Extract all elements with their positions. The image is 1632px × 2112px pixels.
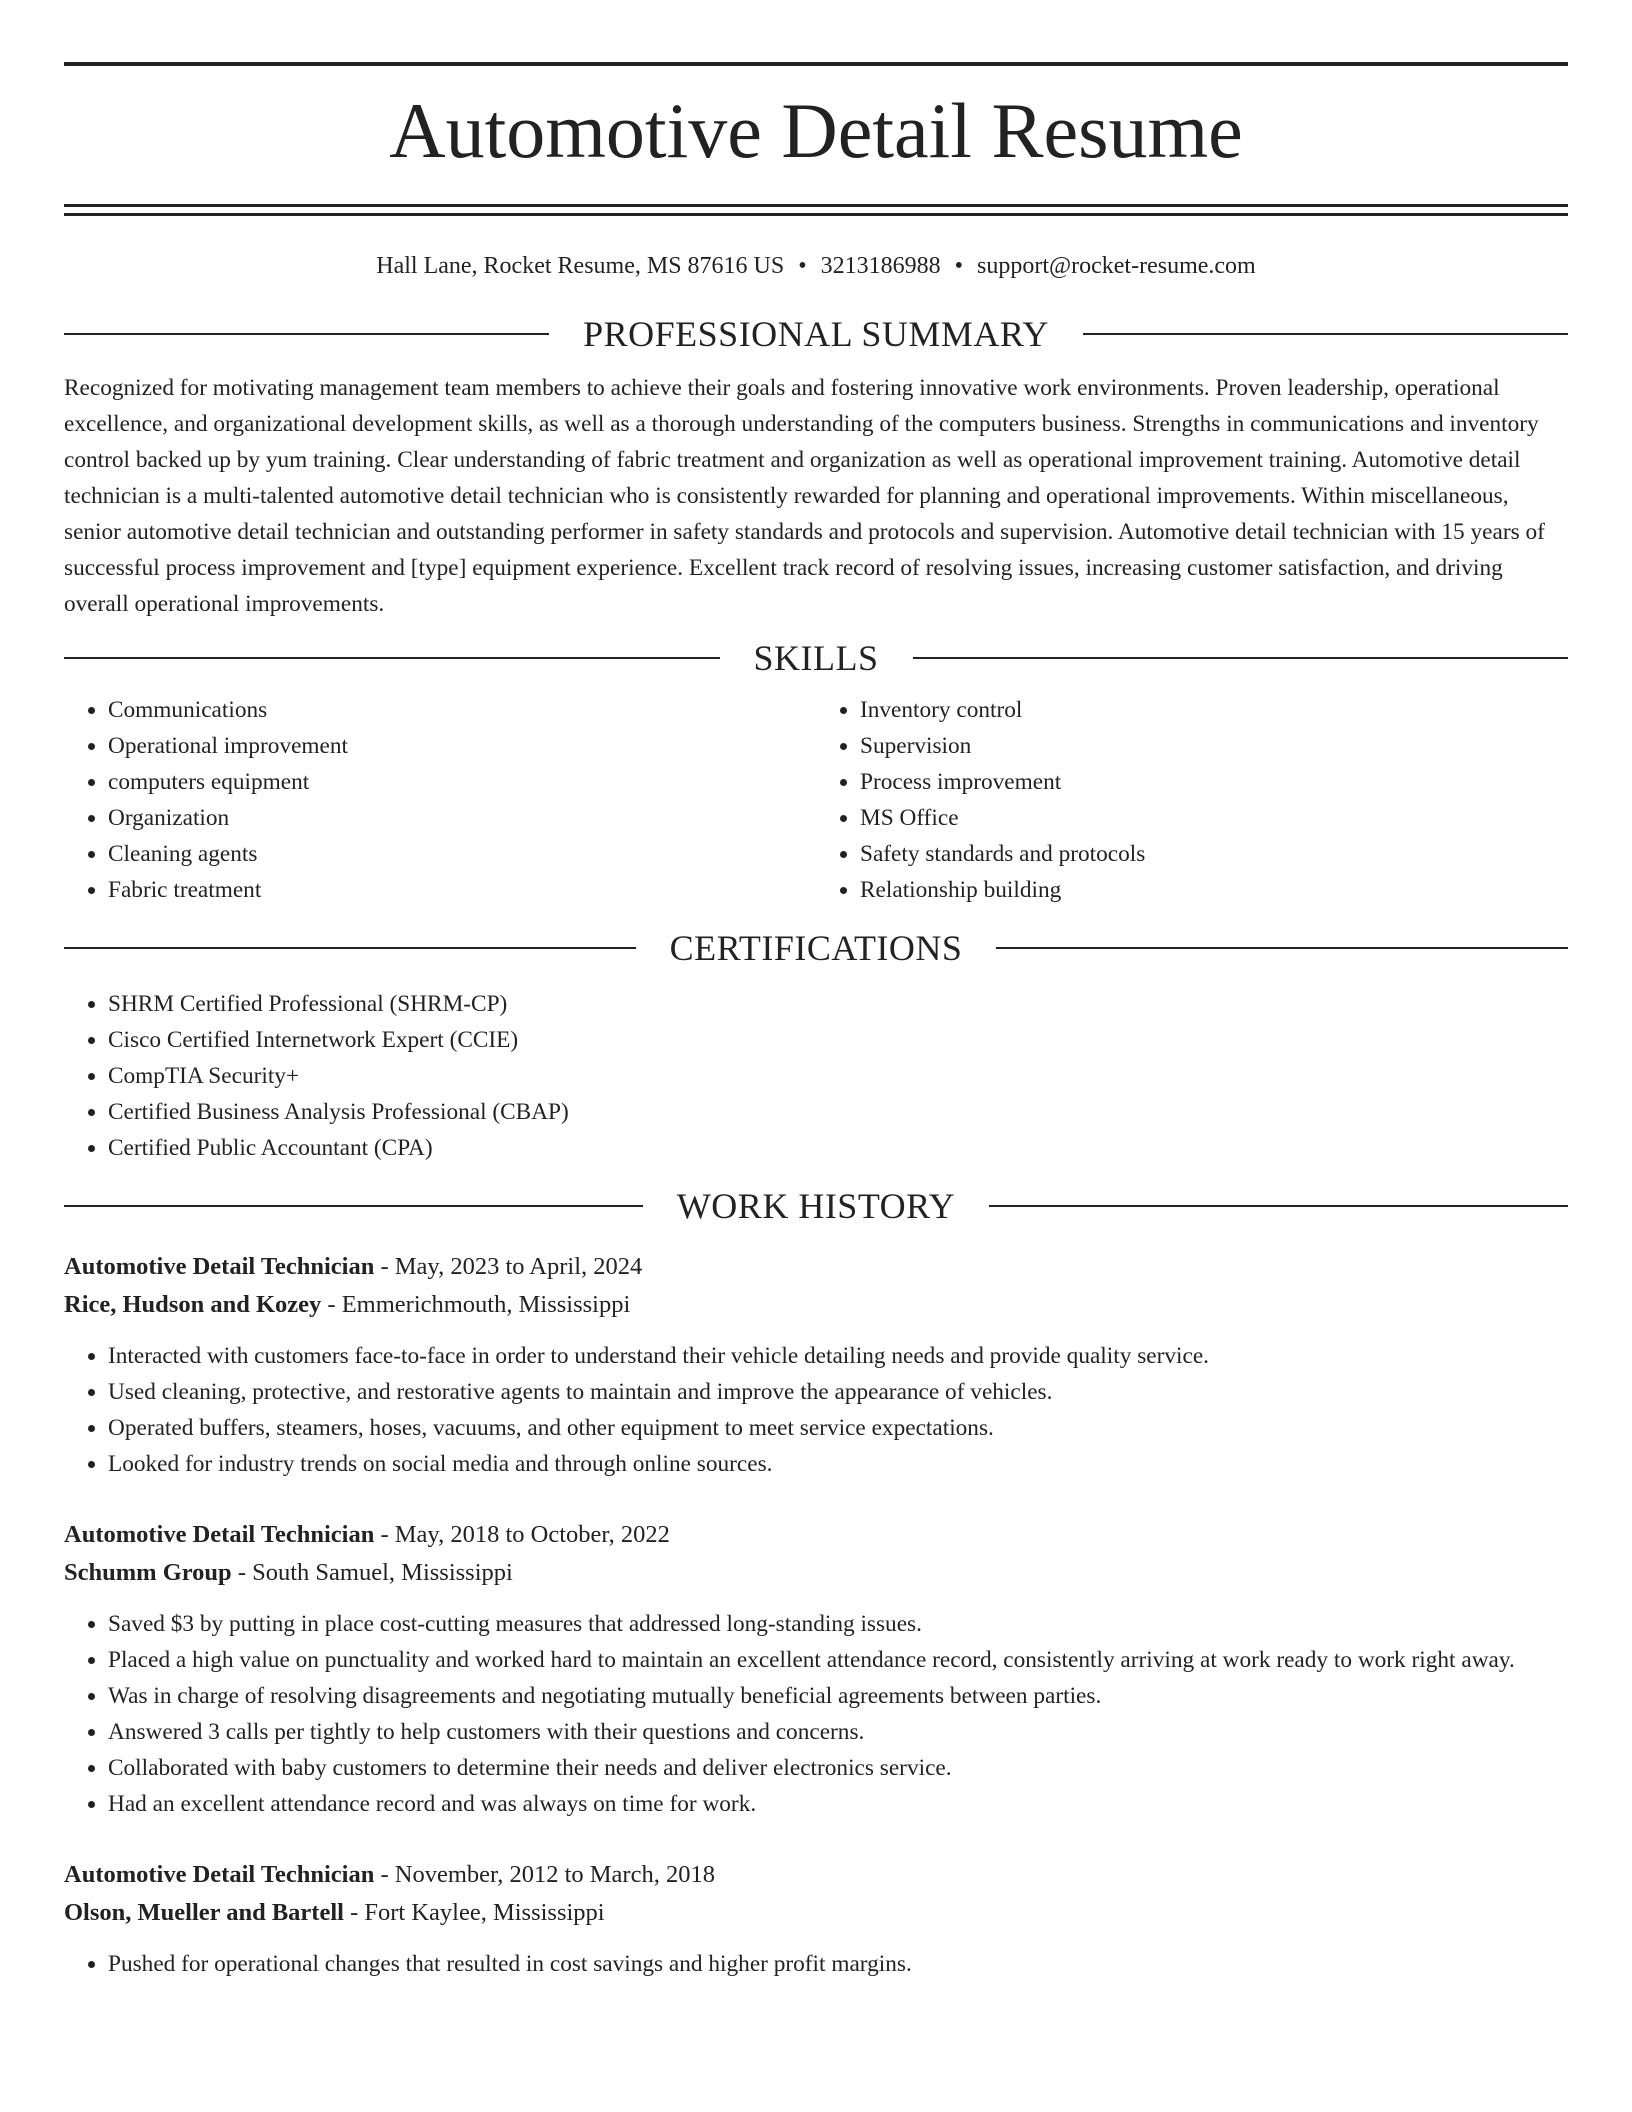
dash: - xyxy=(374,1521,395,1548)
job-bullets xyxy=(64,1946,1568,1982)
summary-section-heading xyxy=(64,312,1568,356)
job-location: South Samuel, Mississippi xyxy=(252,1559,513,1586)
summary-paragraph: Recognized for motivating management team members to achieve their goals and fostering innovative work environments. Proven leadership, operational excellence, and organizational development skills, as well as a thorough understanding of the computers business. Strengths in communications and inventory control backed up by yum training. Clear understanding of fabric treatment and organization as well as operational improvement training. Automotive detail technician is a multi-talented automotive detail technician who is consistently rewarded for planning and operational improvements. Within miscellaneous, senior automotive detail technician and outstanding performer in safety standards and protocols and supervision. Automotive detail technician with 15 years of successful process improvement and [type] equipment experience. Excellent track record of resolving issues, increasing customer satisfaction, and driving overall operational improvements. xyxy=(64,375,1545,617)
contact-address: Hall Lane, Rocket Resume, MS 87616 US xyxy=(376,253,785,279)
job-bullet: • Saved $3 by putting in place cost-cutting measures that addressed long-standing issues. xyxy=(108,1606,1568,1642)
skills-section-heading xyxy=(64,636,1568,680)
job-bullet: • Was in charge of resolving disagreements and negotiating mutually beneficial agreements between parties. xyxy=(108,1678,1568,1714)
skills-left-list xyxy=(64,692,816,908)
contact-email: support@rocket-resume.com xyxy=(977,253,1256,279)
job-bullets xyxy=(64,1606,1568,1822)
work-history-section-heading xyxy=(64,1184,1568,1228)
resume-title: Automotive Detail Resume xyxy=(389,87,1243,174)
certification-item: • Certified Public Accountant (CPA) xyxy=(108,1130,1568,1166)
job-bullet: • Looked for industry trends on social media and through online sources. xyxy=(108,1446,1568,1482)
job-title-line xyxy=(64,1856,1568,1894)
title-double-rule xyxy=(64,204,1568,216)
dash: - xyxy=(374,1861,395,1888)
skill-item: • Relationship building xyxy=(860,872,1568,908)
contact-separator: • xyxy=(954,253,964,279)
certifications-section-heading xyxy=(64,926,1568,970)
skill-item: • computers equipment xyxy=(108,764,816,800)
job-title: Automotive Detail Technician xyxy=(64,1253,375,1280)
skill-item: • Inventory control xyxy=(860,692,1568,728)
dash: - xyxy=(374,1253,395,1280)
dash: - xyxy=(231,1559,253,1586)
skills-columns xyxy=(64,692,1568,908)
job-company: Schumm Group xyxy=(64,1559,232,1586)
skill-item: • Supervision xyxy=(860,728,1568,764)
certification-item: • Cisco Certified Internetwork Expert (CCIE) xyxy=(108,1022,1568,1058)
job-company: Rice, Hudson and Kozey xyxy=(64,1291,322,1318)
skills-heading-text: SKILLS xyxy=(753,638,879,678)
job-bullet: • Answered 3 calls per tightly to help customers with their questions and concerns. xyxy=(108,1714,1568,1750)
skill-item: • Operational improvement xyxy=(108,728,816,764)
contact-line xyxy=(64,250,1568,282)
job-dates: May, 2018 to October, 2022 xyxy=(394,1521,670,1548)
job-bullet: • Had an excellent attendance record and was always on time for work. xyxy=(108,1786,1568,1822)
job-bullet: • Used cleaning, protective, and restorative agents to maintain and improve the appearance of vehicles. xyxy=(108,1374,1568,1410)
summary-heading-text: PROFESSIONAL SUMMARY xyxy=(583,314,1049,354)
skill-item: • Communications xyxy=(108,692,816,728)
job-company-line xyxy=(64,1894,1568,1932)
skill-item: • Safety standards and protocols xyxy=(860,836,1568,872)
job-company-line xyxy=(64,1286,1568,1324)
job-bullets xyxy=(64,1338,1568,1482)
skill-item: • Fabric treatment xyxy=(108,872,816,908)
skill-item: • Cleaning agents xyxy=(108,836,816,872)
job-dates: May, 2023 to April, 2024 xyxy=(394,1253,643,1280)
job-entry xyxy=(64,1516,1568,1822)
job-title-line xyxy=(64,1516,1568,1554)
skills-right-list xyxy=(816,692,1568,908)
job-bullet: • Pushed for operational changes that resulted in cost savings and higher profit margins. xyxy=(108,1946,1568,1982)
contact-phone: 3213186988 xyxy=(820,253,941,279)
skill-item: • Process improvement xyxy=(860,764,1568,800)
job-entry xyxy=(64,1248,1568,1482)
certifications-heading-text: CERTIFICATIONS xyxy=(669,928,963,968)
work-history-heading-text: WORK HISTORY xyxy=(676,1186,956,1226)
job-entry xyxy=(64,1856,1568,1982)
job-company: Olson, Mueller and Bartell xyxy=(64,1899,344,1926)
dash: - xyxy=(321,1291,342,1318)
job-bullet: • Operated buffers, steamers, hoses, vacuums, and other equipment to meet service expectations. xyxy=(108,1410,1568,1446)
job-company-line xyxy=(64,1554,1568,1592)
certifications-list xyxy=(64,986,1568,1166)
job-title: Automotive Detail Technician xyxy=(64,1521,375,1548)
certification-item: • CompTIA Security+ xyxy=(108,1058,1568,1094)
job-bullet: • Interacted with customers face-to-face in order to understand their vehicle detailing needs and provide quality service. xyxy=(108,1338,1568,1374)
skill-item: • Organization xyxy=(108,800,816,836)
skill-item: • MS Office xyxy=(860,800,1568,836)
job-title: Automotive Detail Technician xyxy=(64,1861,375,1888)
job-bullet: • Placed a high value on punctuality and worked hard to maintain an excellent attendance record, consistently arriving at work ready to work right away. xyxy=(108,1642,1568,1678)
job-dates: November, 2012 to March, 2018 xyxy=(394,1861,715,1888)
contact-separator: • xyxy=(798,253,807,279)
job-location: Fort Kaylee, Mississippi xyxy=(364,1899,605,1926)
certification-item: • SHRM Certified Professional (SHRM-CP) xyxy=(108,986,1568,1022)
resume-page xyxy=(64,0,1568,1982)
job-bullet: • Collaborated with baby customers to determine their needs and deliver electronics service. xyxy=(108,1750,1568,1786)
dash: - xyxy=(343,1899,365,1926)
job-title-line xyxy=(64,1248,1568,1286)
job-location: Emmerichmouth, Mississippi xyxy=(341,1291,631,1318)
certification-item: • Certified Business Analysis Professional (CBAP) xyxy=(108,1094,1568,1130)
